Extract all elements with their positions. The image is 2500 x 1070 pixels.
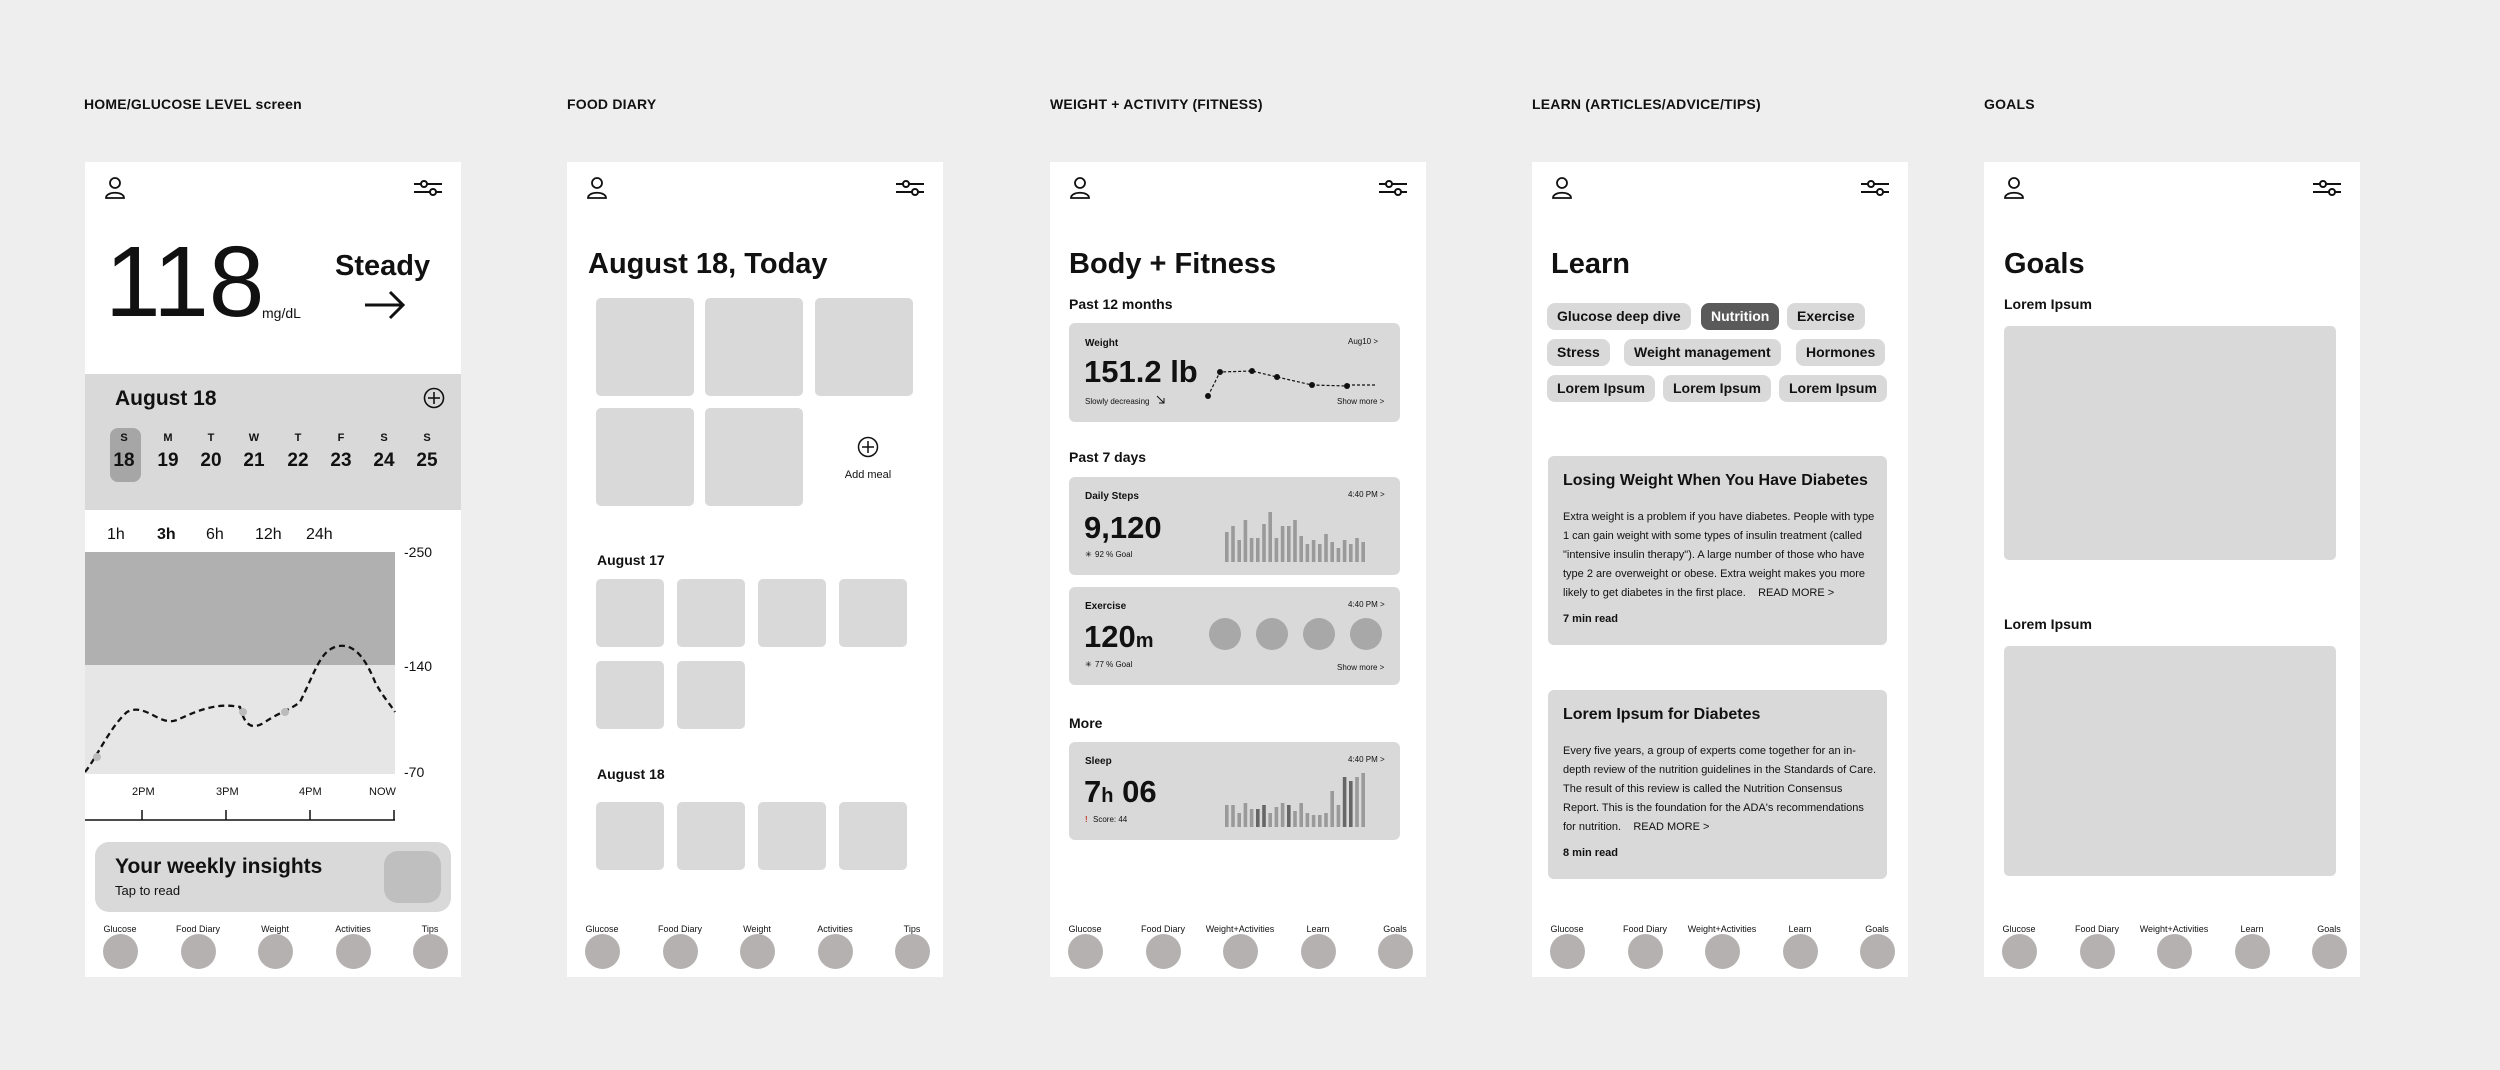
calendar-day[interactable] <box>326 432 356 472</box>
bar <box>1318 815 1322 827</box>
meal-photo[interactable] <box>839 802 907 870</box>
bar <box>1337 805 1341 827</box>
meal-photo[interactable] <box>596 408 694 506</box>
bar <box>1287 526 1291 562</box>
nav-icon[interactable] <box>663 934 698 969</box>
bar <box>1256 809 1260 827</box>
section-heading: August 17 <box>597 552 665 568</box>
meal-photo[interactable] <box>596 802 664 870</box>
nav-label[interactable]: Weight+Activities <box>2139 924 2209 934</box>
bar <box>1343 777 1347 827</box>
learn-screen <box>1532 162 1908 977</box>
nav-icon[interactable] <box>2002 934 2037 969</box>
section-label-home: HOME/GLUCOSE LEVEL screen <box>84 96 302 112</box>
nav-icon[interactable] <box>585 934 620 969</box>
nav-icon[interactable] <box>1705 934 1740 969</box>
calendar-day-number: 18 <box>113 450 135 471</box>
nav-label[interactable]: Glucose <box>1550 924 1584 934</box>
add-meal-icon[interactable] <box>857 436 879 458</box>
bar <box>1225 805 1229 827</box>
bar <box>1244 520 1248 562</box>
bar <box>1262 524 1266 562</box>
exercise-ring <box>1209 618 1241 650</box>
section-heading: Past 12 months <box>1069 296 1173 312</box>
sleep-hours-unit: h <box>1101 785 1114 807</box>
meal-photo[interactable] <box>677 802 745 870</box>
bar <box>1349 781 1353 827</box>
calendar-day-number: 23 <box>330 450 352 471</box>
steps-bar-chart <box>1223 507 1373 562</box>
goal-card[interactable] <box>2004 326 2336 560</box>
calendar-day[interactable] <box>369 432 399 472</box>
section-heading: August 18 <box>597 766 665 782</box>
topic-chip[interactable]: Lorem Ipsum <box>1779 375 1887 402</box>
svg-text:✳: ✳ <box>1085 660 1092 668</box>
bar <box>1231 526 1235 562</box>
calendar-day-letter: S <box>120 432 128 444</box>
bar <box>1306 813 1310 827</box>
article-title: Losing Weight When You Have Diabetes <box>1563 472 1868 489</box>
goal-star-icon <box>1085 660 1093 668</box>
exercise-ring <box>1303 618 1335 650</box>
bar <box>1250 809 1254 827</box>
nav-icon[interactable] <box>413 934 448 969</box>
meal-photo[interactable] <box>596 298 694 396</box>
bar <box>1250 538 1254 562</box>
nav-label[interactable]: Glucose <box>2002 924 2036 934</box>
page-title: Body + Fitness <box>1069 248 1277 280</box>
calendar-day[interactable] <box>283 432 313 472</box>
bar <box>1312 540 1316 562</box>
nav-label[interactable]: Food Diary <box>1622 924 1667 934</box>
sleep-minutes: 06 <box>1122 774 1157 809</box>
steps-value: 9,120 <box>1084 510 1162 545</box>
show-more-link[interactable]: Show more > <box>1337 663 1385 672</box>
nav-label[interactable]: Weight+Activities <box>1687 924 1757 934</box>
exercise-goal: 77 % Goal <box>1095 660 1133 669</box>
filter-icon[interactable] <box>1379 179 1407 197</box>
page-title: Learn <box>1551 248 1630 280</box>
meal-photo[interactable] <box>815 298 913 396</box>
sleep-value <box>1084 774 1157 810</box>
topic-chip[interactable]: Lorem Ipsum <box>1547 375 1655 402</box>
bar <box>1275 807 1279 827</box>
calendar-day-letter: W <box>248 432 260 444</box>
goals-screen <box>1984 162 2360 977</box>
nav-label[interactable]: Food Diary <box>2074 924 2119 934</box>
calendar-date: August 18 <box>115 387 217 410</box>
section-label-food: FOOD DIARY <box>567 96 657 112</box>
bar <box>1293 811 1297 827</box>
sleep-time[interactable]: 4:40 PM > <box>1348 755 1385 764</box>
bar <box>1237 540 1241 562</box>
topic-chip[interactable]: Stress <box>1547 339 1610 366</box>
calendar-day-number: 25 <box>416 450 438 471</box>
sleep-card[interactable] <box>1069 742 1400 840</box>
bar <box>1337 548 1341 562</box>
nav-label[interactable]: Weight <box>261 924 289 934</box>
meal-photo[interactable] <box>596 661 664 729</box>
bar <box>1244 803 1248 827</box>
calendar-day-number: 24 <box>373 450 395 471</box>
section-label-fitness: WEIGHT + ACTIVITY (FITNESS) <box>1050 96 1263 112</box>
page-title: August 18, Today <box>588 248 828 280</box>
bar <box>1355 777 1359 827</box>
trend-label: Steady <box>335 250 431 282</box>
goal-card[interactable] <box>2004 646 2336 876</box>
range-tab-6h[interactable]: 6h <box>206 526 224 543</box>
exercise-ring <box>1256 618 1288 650</box>
weight-value: 151.2 lb <box>1084 354 1198 389</box>
nav-icon[interactable] <box>895 934 930 969</box>
bar <box>1299 536 1303 562</box>
bar <box>1361 773 1365 827</box>
nav-label[interactable]: Learn <box>2240 924 2264 934</box>
calendar-day-letter: T <box>294 432 302 444</box>
meal-photo[interactable] <box>839 579 907 647</box>
article-card[interactable] <box>1548 690 1887 879</box>
bar <box>1281 526 1285 562</box>
nav-label[interactable]: Learn <box>1306 924 1330 934</box>
glucose-value: 118 <box>105 226 265 338</box>
filter-icon[interactable] <box>2313 179 2341 197</box>
calendar-day-letter: M <box>163 432 173 444</box>
nav-icon[interactable] <box>2235 934 2270 969</box>
nav-label[interactable]: Activities <box>335 924 371 934</box>
bar <box>1349 544 1353 562</box>
topic-chip-active[interactable]: Nutrition <box>1701 303 1779 330</box>
range-tab-3h[interactable]: 3h <box>157 526 176 543</box>
bar <box>1299 803 1303 827</box>
nav-icon[interactable] <box>1628 934 1663 969</box>
bar <box>1231 805 1235 827</box>
food-diary-screen <box>567 162 943 977</box>
calendar-day-letter: F <box>337 432 345 444</box>
exercise-value <box>1084 619 1154 655</box>
goal-star-icon <box>1085 550 1093 558</box>
calendar-day[interactable] <box>239 432 269 472</box>
bar <box>1275 538 1279 562</box>
steps-goal: 92 % Goal <box>1095 550 1133 559</box>
nav-label[interactable]: Glucose <box>1068 924 1102 934</box>
nav-icon[interactable] <box>2312 934 2347 969</box>
meal-photo[interactable] <box>758 802 826 870</box>
exercise-unit: m <box>1135 630 1154 652</box>
sleep-hours: 7 <box>1084 774 1102 809</box>
topic-chip[interactable]: Hormones <box>1796 339 1885 366</box>
glucose-chart <box>85 552 461 842</box>
x-label: 4PM <box>299 786 322 798</box>
nav-icon[interactable] <box>258 934 293 969</box>
calendar-day[interactable] <box>196 432 226 472</box>
nav-label[interactable]: Learn <box>1788 924 1812 934</box>
read-time: 7 min read <box>1563 613 1619 625</box>
profile-icon[interactable] <box>1551 176 1573 200</box>
insights-subtitle: Tap to read <box>115 883 181 898</box>
meal-photo[interactable] <box>705 298 803 396</box>
nav-icon[interactable] <box>103 934 138 969</box>
nav-icon[interactable] <box>1068 934 1103 969</box>
weight-label: Weight <box>1085 338 1119 349</box>
bar <box>1281 803 1285 827</box>
article-card[interactable] <box>1548 456 1887 645</box>
nav-label[interactable]: Tips <box>421 924 439 934</box>
bar <box>1287 805 1291 827</box>
article-body-text: Extra weight is a problem if you have diabetes. People with type 1 can gain weight with some types of insulin treatment (called "intensive insulin therapy"). A large number of those who have type 2 are overweight or obese. Extra weight makes you more likely to get diabetes in the first place. <box>1563 511 1875 599</box>
section-label-learn: LEARN (ARTICLES/ADVICE/TIPS) <box>1532 96 1761 112</box>
weight-trend-chart <box>1202 363 1392 399</box>
nav-icon[interactable] <box>1783 934 1818 969</box>
steps-time[interactable]: 4:40 PM > <box>1348 490 1385 499</box>
nav-icon[interactable] <box>1223 934 1258 969</box>
exercise-time[interactable]: 4:40 PM > <box>1348 600 1385 609</box>
meal-photo[interactable] <box>705 408 803 506</box>
bar <box>1324 813 1328 827</box>
filter-icon[interactable] <box>414 179 442 197</box>
x-label: NOW <box>369 786 396 798</box>
page-title: Goals <box>2004 248 2085 280</box>
sleep-score: Score: 44 <box>1093 815 1128 824</box>
nav-icon[interactable] <box>1301 934 1336 969</box>
nav-icon[interactable] <box>740 934 775 969</box>
steps-card[interactable] <box>1069 477 1400 575</box>
section-heading: Lorem Ipsum <box>2004 616 2092 632</box>
calendar-day-number: 22 <box>287 450 309 471</box>
filter-icon[interactable] <box>1861 179 1889 197</box>
bar <box>1318 544 1322 562</box>
nav-label[interactable]: Activities <box>817 924 853 934</box>
meal-photo[interactable] <box>596 579 664 647</box>
bar <box>1237 813 1241 827</box>
bar <box>1306 544 1310 562</box>
weekly-insights-card[interactable] <box>95 842 451 912</box>
insights-title: Your weekly insights <box>115 855 323 878</box>
section-heading: Past 7 days <box>1069 449 1147 465</box>
weight-trend: Slowly decreasing <box>1085 397 1150 406</box>
weight-date[interactable]: Aug10 > <box>1348 337 1379 346</box>
bar <box>1262 805 1266 827</box>
insights-thumbnail <box>384 851 441 903</box>
topic-chip[interactable]: Lorem Ipsum <box>1663 375 1771 402</box>
nav-icon[interactable] <box>1146 934 1181 969</box>
bar <box>1312 815 1316 827</box>
nav-label[interactable]: Weight <box>743 924 771 934</box>
nav-icon[interactable] <box>181 934 216 969</box>
nav-label[interactable]: Food Diary <box>175 924 220 934</box>
bar <box>1256 538 1260 562</box>
bar <box>1225 532 1229 562</box>
nav-label[interactable]: Tips <box>903 924 921 934</box>
meal-photo[interactable] <box>677 661 745 729</box>
calendar-strip <box>85 374 461 510</box>
nav-icon[interactable] <box>336 934 371 969</box>
x-label: 2PM <box>132 786 155 798</box>
calendar-day[interactable] <box>412 432 442 472</box>
nav-icon[interactable] <box>1550 934 1585 969</box>
add-meal-label[interactable]: Add meal <box>844 469 892 481</box>
article-body <box>1563 742 1879 837</box>
home-screen <box>85 162 461 977</box>
meal-photo[interactable] <box>758 579 826 647</box>
bar <box>1330 542 1334 562</box>
section-label-goals: GOALS <box>1984 96 2035 112</box>
calendar-day-letter: S <box>423 432 431 444</box>
nav-label[interactable]: Goals <box>2317 924 2341 934</box>
bar <box>1268 813 1272 827</box>
exercise-label: Exercise <box>1085 601 1127 612</box>
profile-icon[interactable] <box>2003 176 2025 200</box>
steps-label: Daily Steps <box>1085 491 1139 502</box>
exercise-ring <box>1350 618 1382 650</box>
x-label: 3PM <box>216 786 239 798</box>
show-more-link[interactable]: Show more > <box>1337 397 1385 406</box>
read-more-link[interactable]: READ MORE > <box>1633 821 1710 833</box>
section-heading: More <box>1069 715 1103 731</box>
y-label-high: -250 <box>404 544 433 560</box>
arrow-down-right-icon <box>1156 395 1166 405</box>
profile-icon[interactable] <box>1069 176 1091 200</box>
svg-text:✳: ✳ <box>1085 550 1092 558</box>
range-tab-12h[interactable]: 12h <box>255 526 282 543</box>
nav-label[interactable]: Glucose <box>585 924 619 934</box>
sleep-bar-chart <box>1223 772 1373 827</box>
range-tab-24h[interactable]: 24h <box>306 526 333 543</box>
bar <box>1268 512 1272 562</box>
exercise-number: 120 <box>1084 619 1136 654</box>
y-label-low: -70 <box>404 764 425 780</box>
calendar-day[interactable] <box>153 432 183 472</box>
nav-label[interactable]: Goals <box>1383 924 1407 934</box>
calendar-day-letter: T <box>207 432 215 444</box>
exercise-card[interactable] <box>1069 587 1400 685</box>
nav-icon[interactable] <box>1860 934 1895 969</box>
bar <box>1324 534 1328 562</box>
filter-icon[interactable] <box>896 179 924 197</box>
bar <box>1330 791 1334 827</box>
weight-card[interactable] <box>1069 323 1400 422</box>
article-title: Lorem Ipsum for Diabetes <box>1563 706 1761 723</box>
glucose-unit: mg/dL <box>262 305 301 321</box>
nav-icon[interactable] <box>2080 934 2115 969</box>
nav-label[interactable]: Food Diary <box>657 924 702 934</box>
topic-chip[interactable]: Exercise <box>1787 303 1865 330</box>
read-time: 8 min read <box>1563 847 1619 859</box>
alert-icon: ! <box>1085 815 1088 824</box>
bar <box>1355 538 1359 562</box>
read-more-link[interactable]: READ MORE > <box>1758 587 1835 599</box>
topic-chip[interactable]: Glucose deep dive <box>1547 303 1691 330</box>
bar <box>1293 520 1297 562</box>
nav-icon[interactable] <box>1378 934 1413 969</box>
arrow-right-icon <box>364 290 406 320</box>
add-circle-icon[interactable] <box>423 387 445 409</box>
article-body-text: Every five years, a group of experts come together for an in-depth review of the nutrition guidelines in the Standards of Care. The result of this review is called the Nutrition Consensus Report. This is the foundation for the ADA's recommendations for nutrition. <box>1563 745 1877 833</box>
nav-label[interactable]: Weight+Activities <box>1205 924 1275 934</box>
calendar-day[interactable] <box>109 432 139 472</box>
bar <box>1361 542 1365 562</box>
nav-label[interactable]: Food Diary <box>1140 924 1185 934</box>
calendar-day-letter: S <box>380 432 388 444</box>
nav-icon[interactable] <box>2157 934 2192 969</box>
fitness-screen <box>1050 162 1426 977</box>
nav-icon[interactable] <box>818 934 853 969</box>
nav-label[interactable]: Glucose <box>103 924 137 934</box>
profile-icon[interactable] <box>104 176 126 200</box>
calendar-day-number: 19 <box>157 450 179 471</box>
nav-label[interactable]: Goals <box>1865 924 1889 934</box>
calendar-day-number: 20 <box>200 450 222 471</box>
section-heading: Lorem Ipsum <box>2004 296 2092 312</box>
range-tab-1h[interactable]: 1h <box>107 526 125 543</box>
article-body <box>1563 508 1879 603</box>
sleep-label: Sleep <box>1085 756 1112 767</box>
profile-icon[interactable] <box>586 176 608 200</box>
meal-photo[interactable] <box>677 579 745 647</box>
bar <box>1343 540 1347 562</box>
calendar-day-number: 21 <box>243 450 265 471</box>
topic-chip[interactable]: Weight management <box>1624 339 1781 366</box>
y-label-mid: -140 <box>404 658 433 674</box>
